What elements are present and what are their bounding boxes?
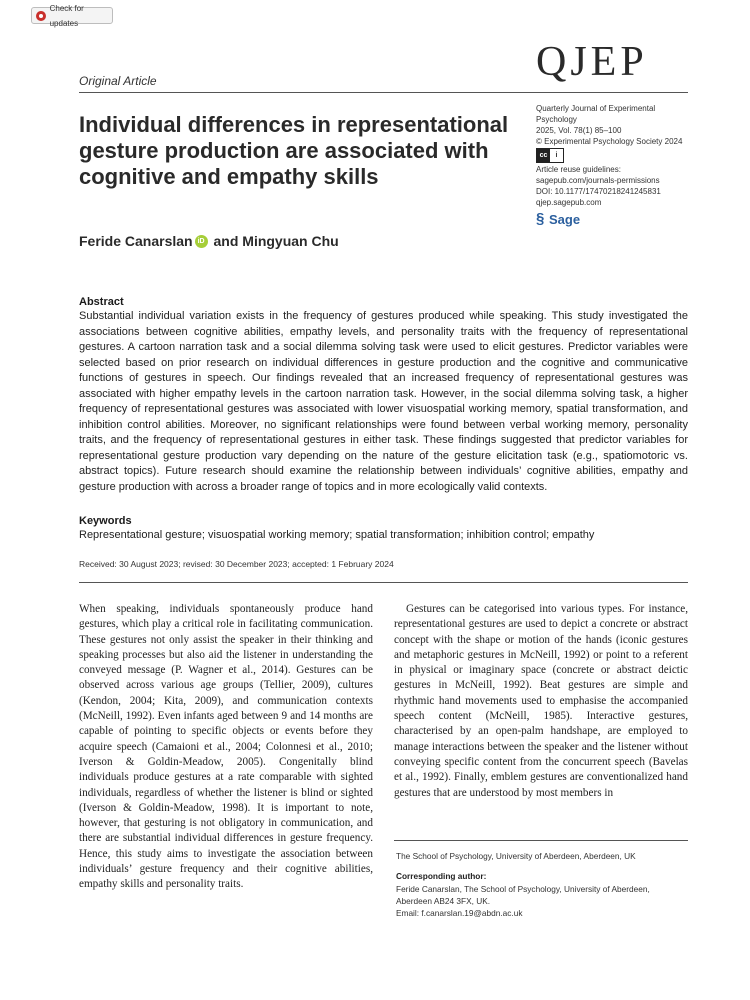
crossmark-icon	[36, 11, 46, 21]
reuse-link[interactable]: sagepub.com/journals-permissions	[536, 176, 660, 185]
cc-by-icon[interactable]	[536, 148, 564, 163]
received-dates: Received: 30 August 2023; revised: 30 December 2023; accepted: 1 February 2024	[79, 559, 394, 569]
affiliation: The School of Psychology, University of Aberdeen, Aberdeen, UK	[396, 851, 636, 861]
corr-line: Feride Canarslan, The School of Psychology, University of Aberdeen,	[396, 884, 650, 894]
by-icon: i	[555, 152, 558, 159]
journal-name: Quarterly Journal of Experimental Psychology	[536, 104, 656, 124]
corr-line: Aberdeen AB24 3FX, UK.	[396, 896, 491, 906]
footnote-divider	[394, 840, 688, 841]
keywords-text: Representational gesture; visuospatial working memory; spatial transformation; inhibition control; empathy	[79, 529, 595, 541]
check-for-updates-badge[interactable]	[31, 3, 113, 28]
header-divider	[79, 92, 688, 93]
body-column-left: When speaking, individuals spontaneously produce hand gestures, which play a critical role in facilitating communication. These gestures not only assist the speaker in their thinking and speaking processes but also aid the listener in understanding the conveyed message (P. Wagner et al., 2014). Gestures can be observed across various age groups (Tellier, 2009), cultures (Kendon, 2004; Kita, 2009), and communication contexts (McNeill, 1992). Even infants aged between 9 and 14 months are capable of pointing to specific objects or events before they acquire speech (Camaioni et al., 2004; Colonnesi et al., 2010; Iverson & Goldin-Meadow, 2005). Congenitally blind individuals produce gestures at a rate comparable with sighted individuals, regardless of whether the listener is blind or sighted (Iverson & Goldin-Meadow, 1998). It is important to note, however, that gesturing is not obligatory in communication, and there are substantial individual differences in gesture frequency. Hence, this study aims to investigate the association between individuals’ gesture frequency and their cognitive abilities, empathy skills and personality traits.	[79, 603, 373, 891]
journal-site-link[interactable]: qjep.sagepub.com	[536, 198, 602, 207]
journal-volume: 2025, Vol. 78(1) 85–100	[536, 126, 622, 135]
body-column-right: Gestures can be categorised into various types. For instance, representational gestures are used to depict a concrete or abstract concept with the shape or motion of the hands (iconic gestures and metaphoric gestures in McNeill, 1992) or point to a referent in physical or imaginary space (concrete or abstract deictic gestures in McNeill, 1992). Beat gestures are simple and rhythmic hand movements used to emphasise the accompanied speech content (McNeill, 1985). Interactive gestures, characterised by an open-palm handshape, are employed to manage interactions between the speaker and the listener without conveying specific content from the concurrent speech (Bavelas et al., 1992). Finally, emblem gestures are conventionalized hand gestures that are understood by most members in	[394, 603, 688, 799]
author-name-second: and Mingyuan Chu	[213, 233, 339, 249]
keywords-heading: Keywords	[79, 515, 132, 527]
author-name: Feride Canarslan	[79, 233, 193, 249]
corresponding-author-heading: Corresponding author:	[396, 871, 487, 881]
reuse-label: Article reuse guidelines:	[536, 165, 621, 174]
corresponding-author-details	[396, 883, 686, 919]
publisher-logo	[536, 212, 696, 226]
check-for-updates-label: Check for updates	[49, 3, 84, 28]
publisher-name: Sage	[549, 211, 581, 227]
journal-logo: QJEP	[536, 39, 648, 85]
abstract-heading: Abstract	[79, 296, 124, 308]
author-list	[79, 233, 339, 249]
sage-icon: §	[536, 210, 545, 227]
orcid-icon[interactable]: iD	[195, 235, 208, 248]
journal-info	[536, 103, 696, 226]
journal-copyright: © Experimental Psychology Society 2024	[536, 137, 683, 146]
abstract-text: Substantial individual variation exists in the frequency of gestures produced while speaking. This study investigated the associations between cognitive abilities, empathy levels, and personality traits with the frequency of representational gestures. A cartoon narration task and a social dilemma solving task were used to elicit gestures. Predictor variables were selected based on prior research on individual differences in gesture production and the cognitive and communicative functions of gestures in speech. Our findings revealed that an increased frequency of representational gestures was associated with higher empathy levels in the cartoon narration task. However, in the social dilemma solving task, a higher frequency of representational gestures was associated with lower visuospatial working memory, spatial transformation, and inhibition control abilities. Moreover, no significant relationships were found between verbal working memory, personality traits, and the frequency of representational gestures in either task. These findings suggested that predictor variables for representational gesture production vary depending on the nature of the gesture elicitation task (e.g., spatiomotoric vs. abstract topics). Future research should examine the relationship between individuals’ cognitive abilities, empathy and gesture production with across a broader range of topics and in more ecologically valid contexts.	[79, 310, 688, 493]
doi[interactable]: DOI: 10.1177/17470218241245831	[536, 187, 661, 196]
article-type: Original Article	[79, 74, 157, 88]
abstract-divider	[79, 582, 688, 583]
article-title: Individual differences in representational gesture production are associated with cognitive and empathy skills	[79, 112, 509, 189]
corr-email[interactable]: Email: f.canarslan.19@abdn.ac.uk	[396, 908, 523, 918]
cc-icon: cc	[537, 149, 550, 162]
